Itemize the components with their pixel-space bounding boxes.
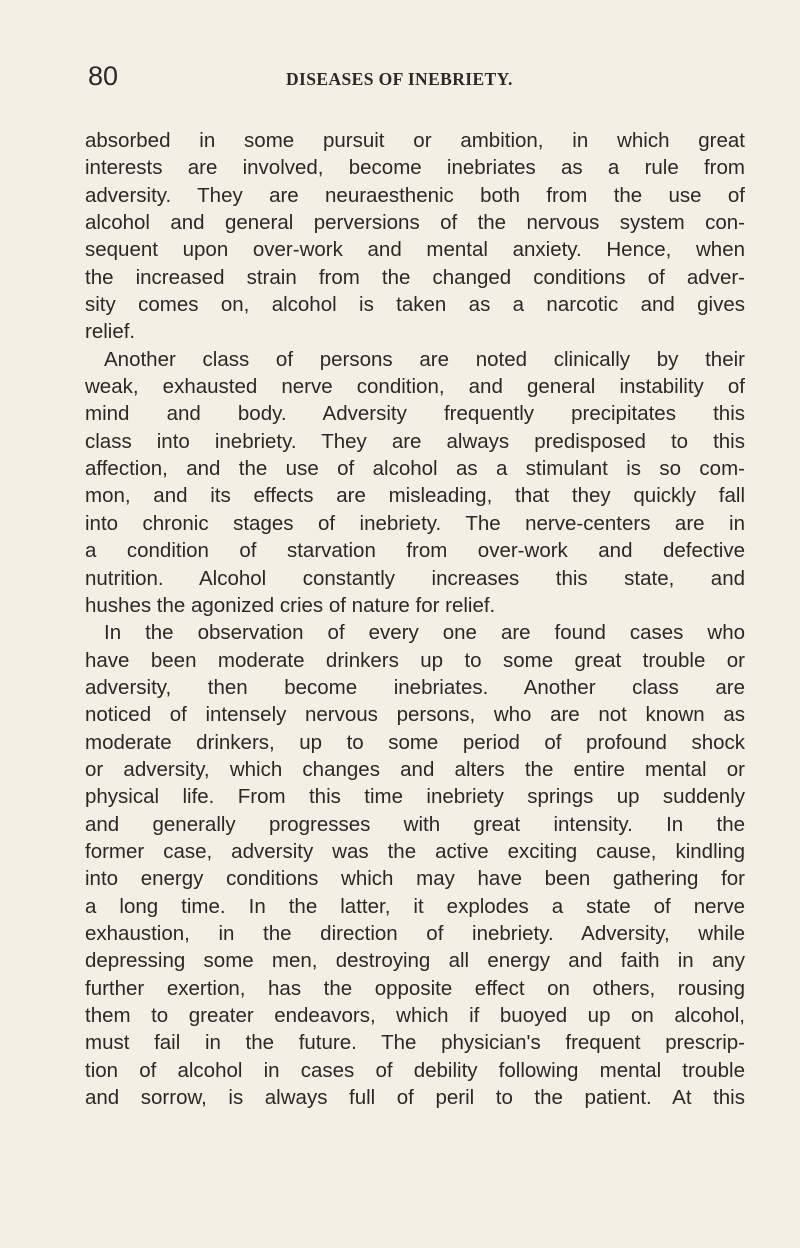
text-line: affection, and the use of alcohol as a stimulant is so com-: [85, 457, 745, 481]
text-line: adversity, then become inebriates. Another class are: [85, 675, 745, 699]
text-line: hushes the agonized cries of nature for relief.: [85, 593, 496, 617]
body-text: [85, 127, 745, 1111]
text-line: former case, adversity was the active exciting cause, kindling: [85, 839, 745, 863]
text-line: must fail in the future. The physician's frequent prescrip-: [85, 1031, 745, 1055]
text-line: Another class of persons are noted clinically by their: [104, 347, 745, 371]
text-line: a long time. In the latter, it explodes a state of nerve: [85, 894, 745, 918]
text-line: class into inebriety. They are always predisposed to this: [85, 429, 745, 453]
text-line: depressing some men, destroying all energy and faith in any: [85, 949, 745, 973]
text-line: alcohol and general perversions of the nervous system con-: [85, 211, 745, 235]
text-line: sequent upon over-work and mental anxiety. Hence, when: [85, 238, 745, 262]
text-line: In the observation of every one are found cases who: [104, 621, 745, 645]
text-line: or adversity, which changes and alters the entire mental or: [85, 757, 745, 781]
text-line: absorbed in some pursuit or ambition, in which great: [85, 129, 745, 152]
text-line: sity comes on, alcohol is taken as a narcotic and gives: [85, 293, 745, 317]
text-line: the increased strain from the changed conditions of adver-: [85, 265, 745, 289]
text-line: further exertion, has the opposite effect on others, rousing: [85, 976, 745, 1000]
text-line: into energy conditions which may have been gathering for: [85, 867, 745, 891]
text-line: interests are involved, become inebriates as a rule from: [85, 156, 745, 180]
text-line: exhaustion, in the direction of inebriety. Adversity, while: [85, 921, 745, 945]
page-number: 80: [88, 61, 119, 91]
text-line: relief.: [85, 320, 136, 344]
text-line: moderate drinkers, up to some period of profound shock: [85, 730, 745, 754]
text-line: have been moderate drinkers up to some great trouble or: [85, 648, 745, 672]
text-line: physical life. From this time inebriety springs up suddenly: [85, 785, 745, 809]
text-line: and sorrow, is always full of peril to the patient. At this: [85, 1086, 745, 1110]
text-line: nutrition. Alcohol constantly increases this state, and: [85, 566, 745, 590]
text-line: noticed of intensely nervous persons, who are not known as: [85, 703, 745, 727]
page-header: [88, 63, 800, 103]
running-head: DISEASES OF INEBRIETY.: [286, 69, 513, 89]
text-line: and generally progresses with great intensity. In the: [85, 812, 745, 836]
text-line: weak, exhausted nerve condition, and general instability of: [85, 375, 745, 399]
text-line: a condition of starvation from over-work and defective: [85, 539, 745, 563]
text-line: adversity. They are neuraesthenic both from the use of: [85, 183, 745, 207]
text-line: mind and body. Adversity frequently precipitates this: [85, 402, 745, 426]
text-line: tion of alcohol in cases of debility following mental trouble: [85, 1058, 745, 1082]
text-line: mon, and its effects are misleading, that they quickly fall: [85, 484, 745, 508]
text-line: into chronic stages of inebriety. The nerve-centers are in: [85, 511, 745, 535]
text-line: them to greater endeavors, which if buoyed up on alcohol,: [85, 1004, 745, 1027]
